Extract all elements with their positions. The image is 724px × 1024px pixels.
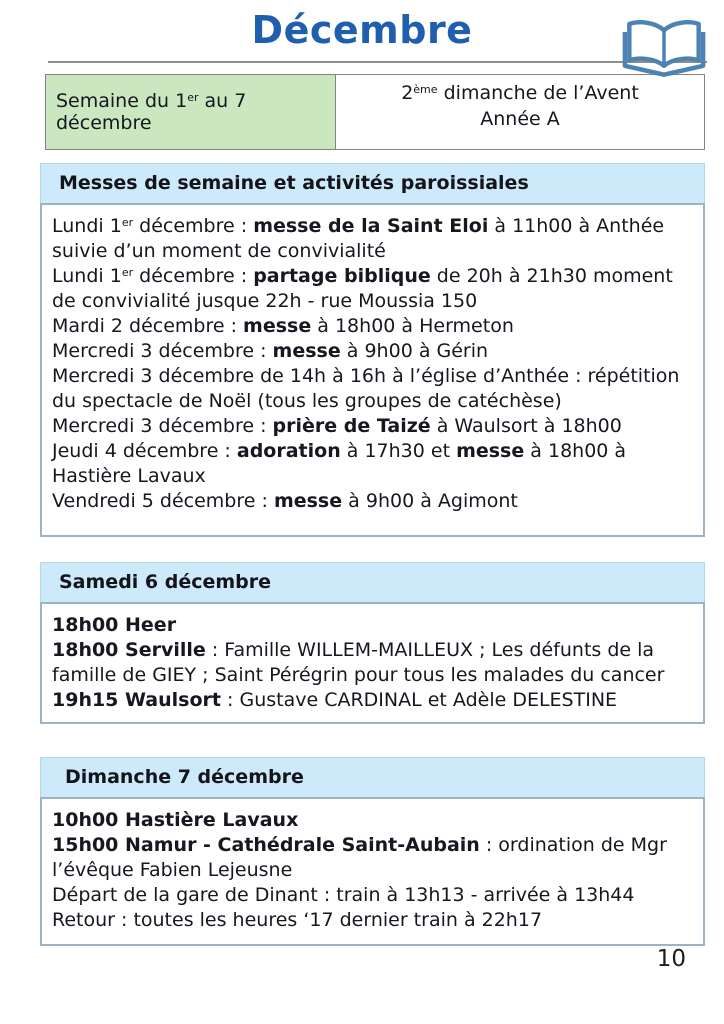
- text-line: Mardi 2 décembre : messe à 18h00 à Hermeton: [52, 315, 514, 337]
- title-divider: [48, 61, 707, 63]
- section-body: [40, 797, 705, 946]
- text-line: Retour : toutes les heures ‘17 dernier train à 22h17: [52, 909, 543, 931]
- text-line: Départ de la gare de Dinant : train à 13h13 - arrivée à 13h44: [52, 884, 635, 906]
- text-line: 10h00 Hastière Lavaux: [52, 809, 299, 831]
- text-line: Semaine du 1er au 7 décembre: [56, 90, 247, 134]
- text-line: 19h15 Waulsort : Gustave CARDINAL et Adèle DELESTINE: [52, 689, 618, 711]
- section-header: Dimanche 7 décembre: [40, 757, 705, 797]
- text-line: Mercredi 3 décembre de 14h à 16h à l’église d’Anthée : répétition du spectacle de Noël (tous les groupes de catéchèse): [52, 365, 680, 412]
- page-title: Décembre: [251, 8, 473, 52]
- text-line: Année A: [480, 108, 560, 130]
- text-line: Mercredi 3 décembre : prière de Taizé à Waulsort à 18h00: [52, 415, 622, 437]
- section-body: [40, 203, 705, 537]
- liturgical-week-cell: [336, 75, 704, 149]
- section-saturday: [40, 562, 705, 724]
- week-summary-table: [45, 74, 705, 150]
- week-range-cell: [46, 75, 336, 149]
- section-sunday: [40, 757, 705, 946]
- text-line: Lundi 1er décembre : messe de la Saint Eloi à 11h00 à Anthée suivie d’un moment de convivialité: [52, 215, 665, 262]
- text-line: 15h00 Namur - Cathédrale Saint-Aubain : ordination de Mgr l’évêque Fabien Lejeusne: [52, 834, 667, 881]
- text-line: 18h00 Heer: [52, 614, 177, 636]
- section-body: [40, 602, 705, 724]
- text-line: Vendredi 5 décembre : messe à 9h00 à Agimont: [52, 490, 518, 512]
- text-line: 18h00 Serville : Famille WILLEM-MAILLEUX ; Les défunts de la famille de GIEY ; Saint Pérégrin pour tous les malades du cancer: [52, 639, 665, 686]
- page-number: 10: [656, 946, 686, 972]
- text-line: Jeudi 4 décembre : adoration à 17h30 et messe à 18h00 à Hastière Lavaux: [52, 440, 627, 487]
- text-line: Lundi 1er décembre : partage biblique de 20h à 21h30 moment de convivialité jusque 22h - rue Moussia 150: [52, 265, 673, 312]
- section-header: Samedi 6 décembre: [40, 562, 705, 602]
- open-book-icon: [620, 16, 708, 80]
- text-line: Mercredi 3 décembre : messe à 9h00 à Gérin: [52, 340, 489, 362]
- section-weekday-masses: [40, 163, 705, 537]
- section-header: Messes de semaine et activités paroissiales: [40, 163, 705, 203]
- text-line: 2ème dimanche de l’Avent: [401, 82, 639, 104]
